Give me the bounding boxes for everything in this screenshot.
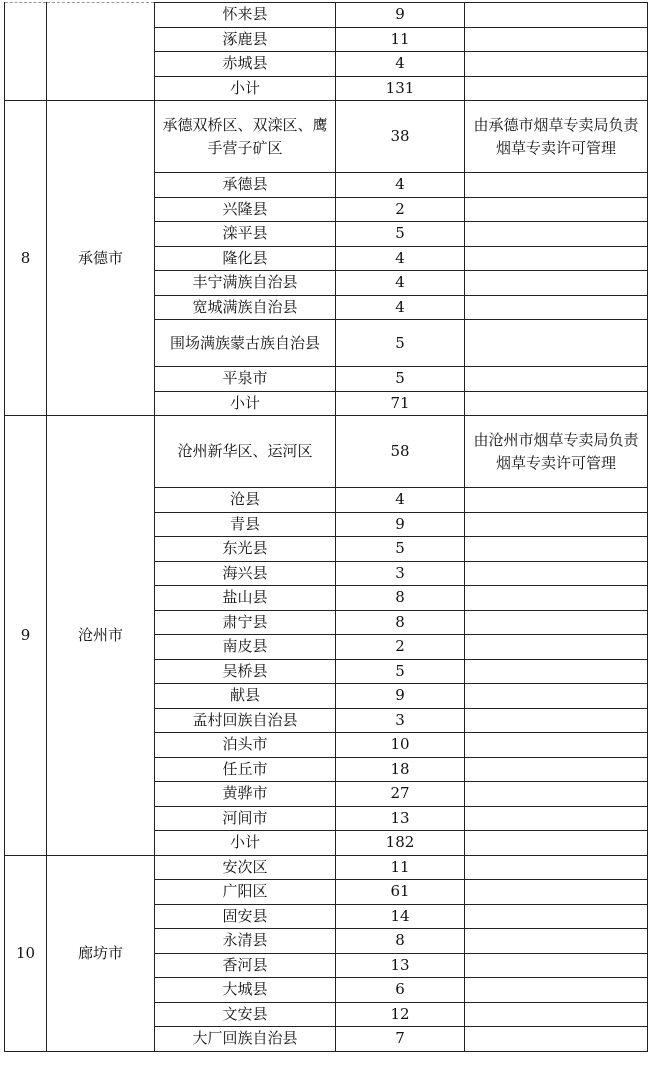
county-cell: 承德双桥区、双滦区、鹰手营子矿区 [155, 101, 336, 173]
count-cell: 12 [336, 1002, 465, 1027]
county-cell: 隆化县 [155, 246, 336, 271]
count-cell: 9 [336, 3, 465, 28]
county-cell: 海兴县 [155, 561, 336, 586]
note-cell [465, 880, 648, 905]
note-cell [465, 1027, 648, 1052]
note-cell [465, 831, 648, 856]
county-cell: 围场满族蒙古族自治县 [155, 320, 336, 367]
county-cell: 永清县 [155, 929, 336, 954]
note-cell [465, 757, 648, 782]
county-cell: 滦平县 [155, 222, 336, 247]
county-cell: 任丘市 [155, 757, 336, 782]
note-cell [465, 733, 648, 758]
count-cell: 71 [336, 391, 465, 416]
note-cell [465, 27, 648, 52]
table-row [5, 855, 648, 880]
count-cell: 38 [336, 101, 465, 173]
county-cell: 青县 [155, 512, 336, 537]
note-cell [465, 684, 648, 709]
count-cell: 2 [336, 197, 465, 222]
count-cell: 5 [336, 320, 465, 367]
note-cell [465, 222, 648, 247]
note-cell [465, 246, 648, 271]
county-cell: 宽城满族自治县 [155, 295, 336, 320]
note-cell [465, 391, 648, 416]
count-cell: 8 [336, 610, 465, 635]
count-cell: 5 [336, 659, 465, 684]
county-cell: 吴桥县 [155, 659, 336, 684]
county-cell: 广阳区 [155, 880, 336, 905]
count-cell: 11 [336, 27, 465, 52]
county-cell: 安次区 [155, 855, 336, 880]
note-cell: 由承德市烟草专卖局负责烟草专卖许可管理 [465, 101, 648, 173]
county-cell: 固安县 [155, 904, 336, 929]
county-cell: 小计 [155, 391, 336, 416]
county-cell: 肃宁县 [155, 610, 336, 635]
count-cell: 3 [336, 708, 465, 733]
count-cell: 4 [336, 488, 465, 513]
county-cell: 香河县 [155, 953, 336, 978]
note-cell [465, 295, 648, 320]
note-cell [465, 978, 648, 1003]
count-cell: 4 [336, 246, 465, 271]
note-cell [465, 610, 648, 635]
count-cell: 5 [336, 367, 465, 392]
note-cell [465, 197, 648, 222]
index-cell: 9 [5, 416, 47, 856]
count-cell: 13 [336, 953, 465, 978]
count-cell: 14 [336, 904, 465, 929]
county-cell: 小计 [155, 76, 336, 101]
note-cell [465, 953, 648, 978]
county-cell: 河间市 [155, 806, 336, 831]
note-cell [465, 929, 648, 954]
count-cell: 7 [336, 1027, 465, 1052]
city-cell: 沧州市 [47, 416, 155, 856]
index-cell: 8 [5, 101, 47, 416]
note-cell [465, 904, 648, 929]
county-cell: 泊头市 [155, 733, 336, 758]
county-cell: 盐山县 [155, 586, 336, 611]
county-cell: 大城县 [155, 978, 336, 1003]
county-cell: 南皮县 [155, 635, 336, 660]
note-cell [465, 537, 648, 562]
city-cell: 廊坊市 [47, 855, 155, 1051]
count-cell: 27 [336, 782, 465, 807]
table-row [5, 101, 648, 173]
table-row [5, 416, 648, 488]
county-cell: 赤城县 [155, 52, 336, 77]
county-cell: 兴隆县 [155, 197, 336, 222]
note-cell [465, 708, 648, 733]
count-cell: 182 [336, 831, 465, 856]
county-cell: 黄骅市 [155, 782, 336, 807]
county-cell: 小计 [155, 831, 336, 856]
county-cell: 沧州新华区、运河区 [155, 416, 336, 488]
note-cell: 由沧州市烟草专卖局负责烟草专卖许可管理 [465, 416, 648, 488]
county-cell: 涿鹿县 [155, 27, 336, 52]
count-cell: 9 [336, 512, 465, 537]
license-count-table [4, 2, 648, 1052]
note-cell [465, 659, 648, 684]
county-cell: 承德县 [155, 173, 336, 198]
note-cell [465, 512, 648, 537]
note-cell [465, 367, 648, 392]
county-cell: 献县 [155, 684, 336, 709]
county-cell: 怀来县 [155, 3, 336, 28]
count-cell: 61 [336, 880, 465, 905]
note-cell [465, 173, 648, 198]
city-cell: 承德市 [47, 101, 155, 416]
county-cell: 孟村回族自治县 [155, 708, 336, 733]
count-cell: 4 [336, 295, 465, 320]
county-cell: 沧县 [155, 488, 336, 513]
table-row [5, 3, 648, 28]
note-cell [465, 488, 648, 513]
count-cell: 58 [336, 416, 465, 488]
county-cell: 文安县 [155, 1002, 336, 1027]
count-cell: 8 [336, 929, 465, 954]
count-cell: 11 [336, 855, 465, 880]
note-cell [465, 782, 648, 807]
count-cell: 10 [336, 733, 465, 758]
note-cell [465, 76, 648, 101]
note-cell [465, 635, 648, 660]
note-cell [465, 3, 648, 28]
note-cell [465, 855, 648, 880]
count-cell: 2 [336, 635, 465, 660]
count-cell: 8 [336, 586, 465, 611]
count-cell: 13 [336, 806, 465, 831]
count-cell: 5 [336, 537, 465, 562]
note-cell [465, 561, 648, 586]
count-cell: 131 [336, 76, 465, 101]
note-cell [465, 320, 648, 367]
county-cell: 大厂回族自治县 [155, 1027, 336, 1052]
count-cell: 5 [336, 222, 465, 247]
count-cell: 4 [336, 271, 465, 296]
note-cell [465, 1002, 648, 1027]
count-cell: 6 [336, 978, 465, 1003]
note-cell [465, 806, 648, 831]
count-cell: 18 [336, 757, 465, 782]
index-cell [5, 3, 47, 101]
county-cell: 丰宁满族自治县 [155, 271, 336, 296]
note-cell [465, 52, 648, 77]
county-cell: 东光县 [155, 537, 336, 562]
index-cell: 10 [5, 855, 47, 1051]
count-cell: 4 [336, 173, 465, 198]
count-cell: 9 [336, 684, 465, 709]
city-cell [47, 3, 155, 101]
county-cell: 平泉市 [155, 367, 336, 392]
note-cell [465, 586, 648, 611]
count-cell: 4 [336, 52, 465, 77]
count-cell: 3 [336, 561, 465, 586]
note-cell [465, 271, 648, 296]
